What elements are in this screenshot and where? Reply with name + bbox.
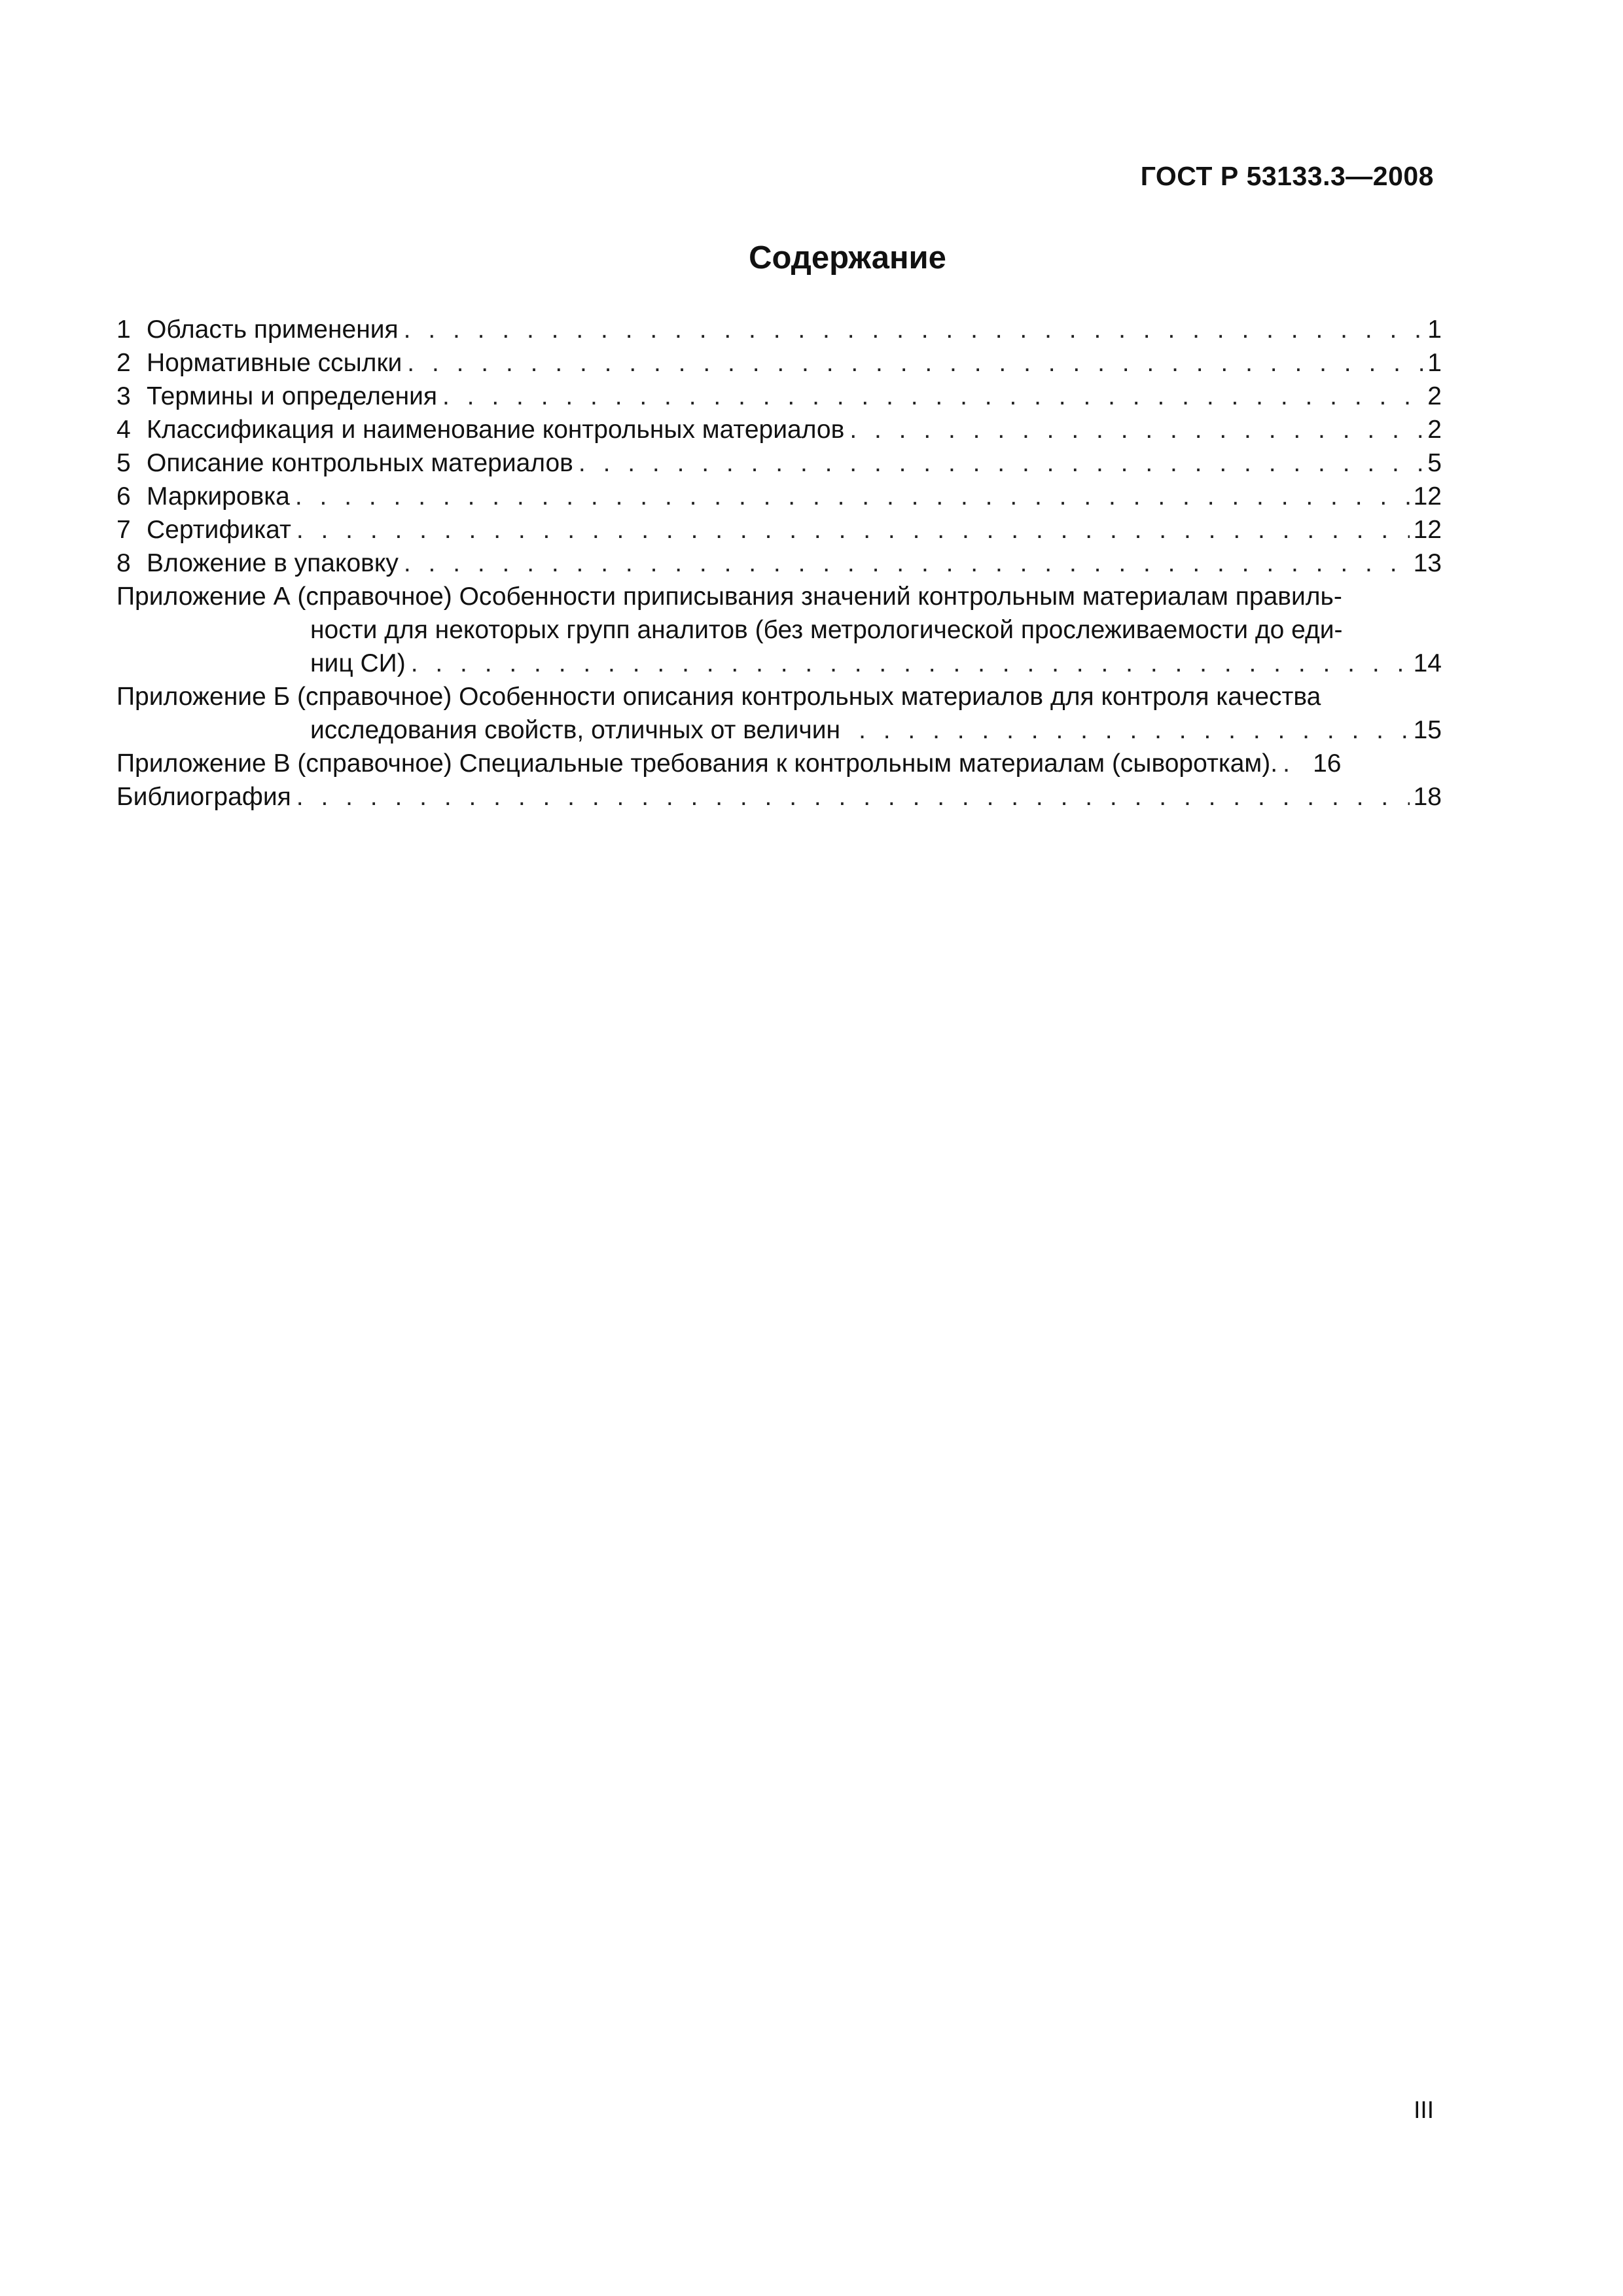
toc-entry-page: 2: [1427, 416, 1442, 444]
toc-annex-line: исследования свойств, отличных от величин: [310, 716, 841, 744]
toc-entry-number: 7: [116, 516, 131, 544]
toc-entry-page: 15: [1413, 716, 1442, 744]
toc-entry-number: 3: [116, 382, 131, 410]
toc-entry-5[interactable]: [116, 446, 1442, 480]
toc-entry-page: 12: [1413, 516, 1442, 544]
dot-leader: [859, 713, 1410, 747]
toc-entry-7[interactable]: [116, 513, 1442, 547]
toc-entry-number: 6: [116, 482, 131, 511]
dot-leader: [411, 647, 1410, 680]
toc-entry-bibliography[interactable]: [116, 780, 1442, 814]
toc-entry-title: Вложение в упаковку: [147, 549, 399, 577]
toc-entry-number: 5: [116, 449, 131, 477]
toc-entry-title: Библиография: [116, 783, 291, 811]
toc-entry-6[interactable]: [116, 480, 1442, 513]
toc-annex-line: Приложение А (справочное) Особенности приписывания значений контрольным материалам правиль-: [116, 583, 1342, 611]
dot-leader: [849, 413, 1423, 446]
toc-annex-line: ности для некоторых групп аналитов (без метрологической прослеживаемости до еди-: [310, 616, 1343, 644]
toc-entry-3[interactable]: [116, 380, 1442, 413]
dot-leader: [579, 446, 1423, 480]
toc-entry-number: 4: [116, 416, 131, 444]
toc-entry-page: 18: [1413, 783, 1442, 811]
toc-entry-page: 12: [1413, 482, 1442, 511]
toc-entry-title: Описание контрольных материалов: [147, 449, 573, 477]
toc-annex-v[interactable]: [116, 747, 1442, 780]
toc-entry-title: Нормативные ссылки: [147, 349, 402, 377]
table-of-contents: [116, 313, 1442, 814]
toc-entry-page: 1: [1427, 315, 1442, 344]
dot-leader: [1283, 747, 1309, 780]
toc-annex-a[interactable]: [116, 580, 1442, 680]
dot-leader: [407, 346, 1423, 380]
dot-leader: [295, 480, 1410, 513]
toc-entry-title: Термины и определения: [147, 382, 438, 410]
toc-entry-page: 13: [1413, 549, 1442, 577]
toc-annex-line: Приложение Б (справочное) Особенности описания контрольных материалов для контроля качества: [116, 683, 1321, 711]
dot-leader: [296, 780, 1410, 814]
toc-entry-number: 8: [116, 549, 131, 577]
toc-entry-page: 1: [1427, 349, 1442, 377]
toc-entry-title: Маркировка: [147, 482, 290, 511]
toc-annex-last-line: [116, 647, 1442, 680]
toc-entry-title: Сертификат: [147, 516, 291, 544]
toc-annex-line: Приложение В (справочное) Специальные требования к контрольным материалам (сывороткам).: [116, 749, 1278, 778]
toc-annex-line: ниц СИ): [310, 649, 406, 677]
toc-entry-number: 1: [116, 315, 131, 344]
toc-entry-page: 14: [1413, 649, 1442, 677]
dot-leader: [404, 313, 1424, 346]
toc-entry-4[interactable]: [116, 413, 1442, 446]
toc-entry-title: Область применения: [147, 315, 399, 344]
toc-entry-page: 5: [1427, 449, 1442, 477]
dot-leader: [442, 380, 1423, 413]
toc-entry-number: 2: [116, 349, 131, 377]
toc-entry-page: 16: [1313, 749, 1342, 778]
toc-annex-b[interactable]: [116, 680, 1442, 747]
toc-entry-page: 2: [1427, 382, 1442, 410]
document-code: ГОСТ Р 53133.3—2008: [1140, 161, 1434, 191]
toc-title: Содержание: [749, 240, 946, 276]
dot-leader: [404, 547, 1410, 580]
toc-annex-last-line: [116, 713, 1442, 747]
dot-leader: [296, 513, 1410, 547]
toc-entry-8[interactable]: [116, 547, 1442, 580]
page-number: III: [1414, 2096, 1434, 2123]
toc-entry-1[interactable]: [116, 313, 1442, 346]
toc-entry-2[interactable]: [116, 346, 1442, 380]
toc-entry-title: Классификация и наименование контрольных материалов: [147, 416, 845, 444]
